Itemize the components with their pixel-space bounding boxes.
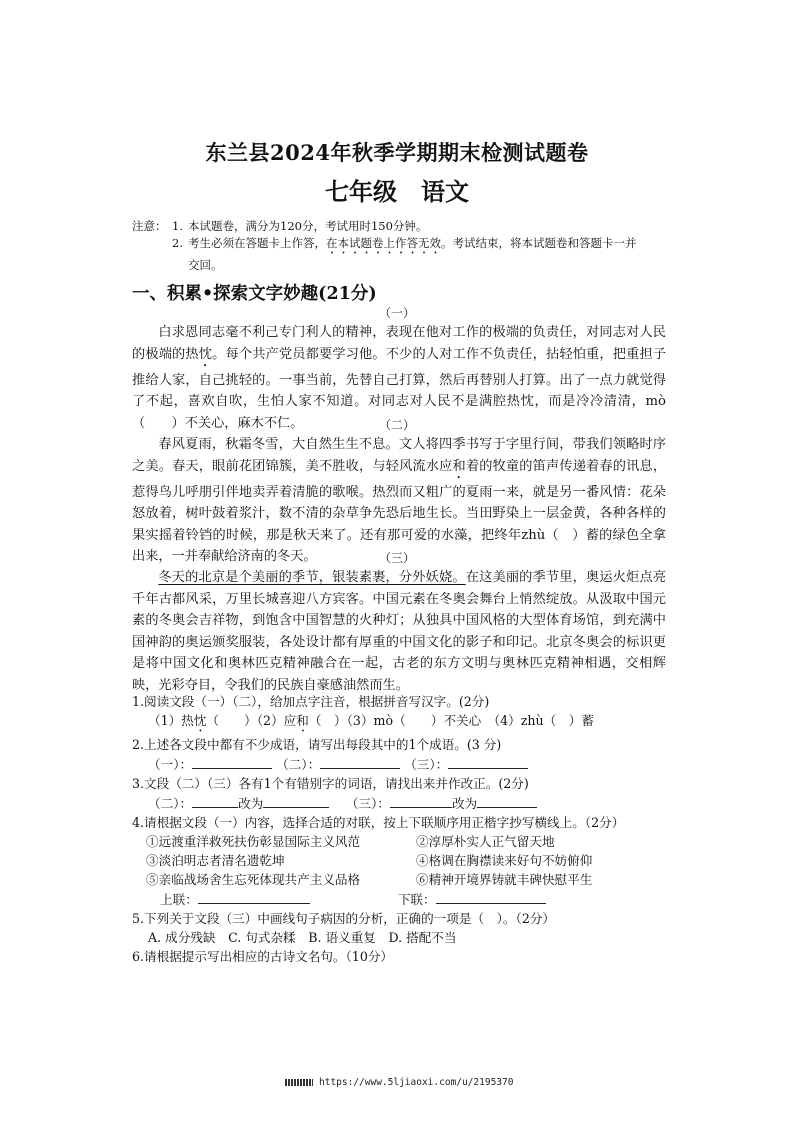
q4-option-3: ③淡泊明志者清名遗乾坤 — [146, 853, 285, 868]
q3-label-2: （三）： — [345, 796, 390, 811]
passage-3-number: （三） — [378, 551, 415, 565]
q1-item-1-pre: （1）热 — [148, 713, 194, 728]
q3-correct-2[interactable] — [477, 793, 537, 808]
question-2-blanks — [132, 754, 672, 774]
passage-3-underlined-sentence: 冬天的北京是个美丽的季节，银装素裹，分外妖娆。 — [158, 570, 466, 585]
q2-label-3: （三）： — [404, 757, 449, 772]
q1-item-3-4: （ ）（3）mò（ ）不关心 （4）zhù（ ）蓄 — [308, 713, 594, 728]
subject-label: 语文 — [421, 177, 469, 206]
passage-2-number: （二） — [378, 418, 415, 432]
q1-item-1-dotted: 忱 — [193, 713, 207, 728]
note-2-pre: 考生必须在答题卡上作答， — [188, 236, 326, 250]
notes-label: 注意： — [132, 219, 167, 233]
q1-item-2-dotted: 和 — [296, 713, 309, 728]
q4-option-6: ⑥精神开境界铸就丰碑快慰平生 — [416, 872, 593, 887]
passage-1-dotted-char: 忱 — [198, 346, 213, 362]
question-5: 5.下列关于文段（三）中画线句子病因的分析，正确的一项是（ ）。（2分） — [132, 911, 556, 926]
question-6: 6.请根据提示写出相应的古诗文名句。（10分） — [132, 949, 394, 964]
question-4: 4.请根据文段（一）内容，选择合适的对联，按上下联顺序用正楷字抄写横线上。（2分） — [132, 815, 625, 830]
q4-option-4: ④格调在胸襟读来好句不妨俯仰 — [416, 853, 593, 868]
question-1: 1.阅读文段（一）（二），给加点字注音，根据拼音写汉字。(2分) — [132, 694, 490, 709]
question-3-blanks — [132, 793, 672, 813]
q1-item-2-pre: （ ）（2）应 — [206, 713, 297, 728]
q4-option-2: ②淳厚朴实人正气留天地 — [416, 834, 555, 849]
q4-lower-label: 下联： — [397, 892, 436, 907]
note-2-continuation: 交回。 — [188, 258, 223, 272]
grade-label: 七年级 — [325, 177, 397, 206]
q4-upper-label: 上联： — [160, 892, 198, 907]
note-2-post: 。考试结束，将本试题卷和答题卡一并 — [441, 236, 637, 250]
passage-2-part-a: 春风夏雨，秋霜冬雪，大自然生生不息。文人将四季书写于字里行间，带我们领略时序之美。春天，眼前花团锦簇，美不胜收，与轻风流水应 — [132, 437, 666, 474]
q3-correct-1[interactable] — [263, 793, 329, 808]
passage-3-part-b: 在这美丽的季节里，奥运火炬点亮千年古都风采，万里长城喜迎八方宾客。中国元素在冬奥会舞台上悄然绽放。从汲取中国元素的冬奥会吉祥物，到饱含中国智慧的火种灯；从独具中国风格的大型体育场馆，到充满中国神韵的奥运颁奖服装，各处设计都有厚重的中国文化的影子和印记。北京冬奥会的标识更是将中国文化和奥林匹克精神融合在一起，古老的东方文明与奥林匹克精神相遇，交相辉映，光彩夺目，令我们的民族自豪感油然而生。 — [132, 570, 666, 693]
question-5-options: A. 成分残缺 C. 句式杂糅 B. 语义重复 D. 搭配不当 — [148, 930, 457, 945]
note-2-number: 2. — [172, 236, 183, 250]
q3-wrong-2[interactable] — [390, 793, 452, 808]
q4-option-5: ⑤亲临战场舍生忘死体现共产主义品格 — [146, 872, 361, 887]
question-4-answer-lines — [132, 889, 672, 909]
question-2: 2.上述各文段中都有不少成语，请写出每段其中的1个成语。(3 分) — [132, 737, 502, 752]
q3-change-1: 改为 — [238, 796, 264, 811]
note-1-number: 1. — [172, 219, 183, 233]
question-4-options — [132, 832, 672, 889]
q3-label-1: （二）： — [148, 796, 193, 811]
q3-wrong-1[interactable] — [192, 793, 238, 808]
passage-1-part-b: 。每个共产党员都要学习他。不少的人对工作不负责任，拈轻怕重，把重担子推给人家，自己挑轻的。一事当前，先替自己打算，然后再替别人打算。出了一点力就觉得了不起，喜欢自吹，生怕人家不知道。对同志对人民不是满腔热忱，而是冷冷清清，mò（ ）不关心，麻木不仁。 — [132, 346, 667, 431]
footer — [285, 1077, 513, 1088]
q2-answer-3[interactable] — [448, 754, 528, 769]
passage-1-number: （一） — [378, 306, 415, 320]
exam-subtitle — [0, 172, 794, 207]
q4-lower-line[interactable] — [436, 889, 546, 904]
q4-option-1: ①远渡重洋救死扶伤彰显国际主义风范 — [146, 834, 361, 849]
passage-3-text — [132, 567, 666, 696]
section-1-heading: 一、积累•探索文字妙趣(21分) — [132, 284, 377, 304]
exam-notes — [132, 218, 672, 274]
site-logo-icon — [285, 1079, 313, 1086]
q2-answer-1[interactable] — [192, 754, 272, 769]
note-2-emphasis: 在本试题卷上作答无效 — [326, 236, 441, 250]
passage-1-part-a: 白求恩同志毫不利己专门利人的精神，表现在他对工作的极端的负责任，对同志对人民的极端的热 — [132, 325, 666, 362]
note-2-text — [188, 235, 637, 257]
q3-change-2: 改为 — [451, 796, 478, 811]
exam-title: 东兰县2024年秋季学期期末检测试题卷 — [205, 140, 589, 165]
footer-url[interactable]: https://www.5ljiaoxi.com/u/2195370 — [319, 1077, 514, 1088]
questions-block — [132, 692, 672, 966]
q2-answer-2[interactable] — [320, 754, 400, 769]
q4-upper-line[interactable] — [198, 889, 310, 904]
question-3: 3.文段（二）（三）各有1个有错别字的词语，请找出来并作改正。(2分) — [132, 776, 529, 791]
note-1-text: 本试题卷，满分为120分，考试用时150分钟。 — [188, 219, 428, 233]
passage-2-part-b: 着的牧童的笛声传递着春的讯息，惹得鸟儿呼朋引伴地卖弄着清脆的歌喉。热烈而又粗广的夏雨一来，就是另一番风情：花朵怒放着，树叶鼓着浆汁，数不清的杂草争先恐后地生长。当田野染上一层金黄，各种各样的果实摇着铃铛的时候，那是秋天来了。还有那可爱的水藻，把终年zhù（ ）蓄的绿色全拿出来，一并奉献给济南的冬天。 — [132, 458, 667, 564]
passage-2-dotted-char: 和 — [452, 458, 466, 474]
question-1-items — [132, 711, 672, 735]
q2-label-2: （二）： — [276, 757, 321, 772]
passage-2-text — [132, 434, 666, 568]
q2-label-1: （一）： — [148, 757, 193, 772]
